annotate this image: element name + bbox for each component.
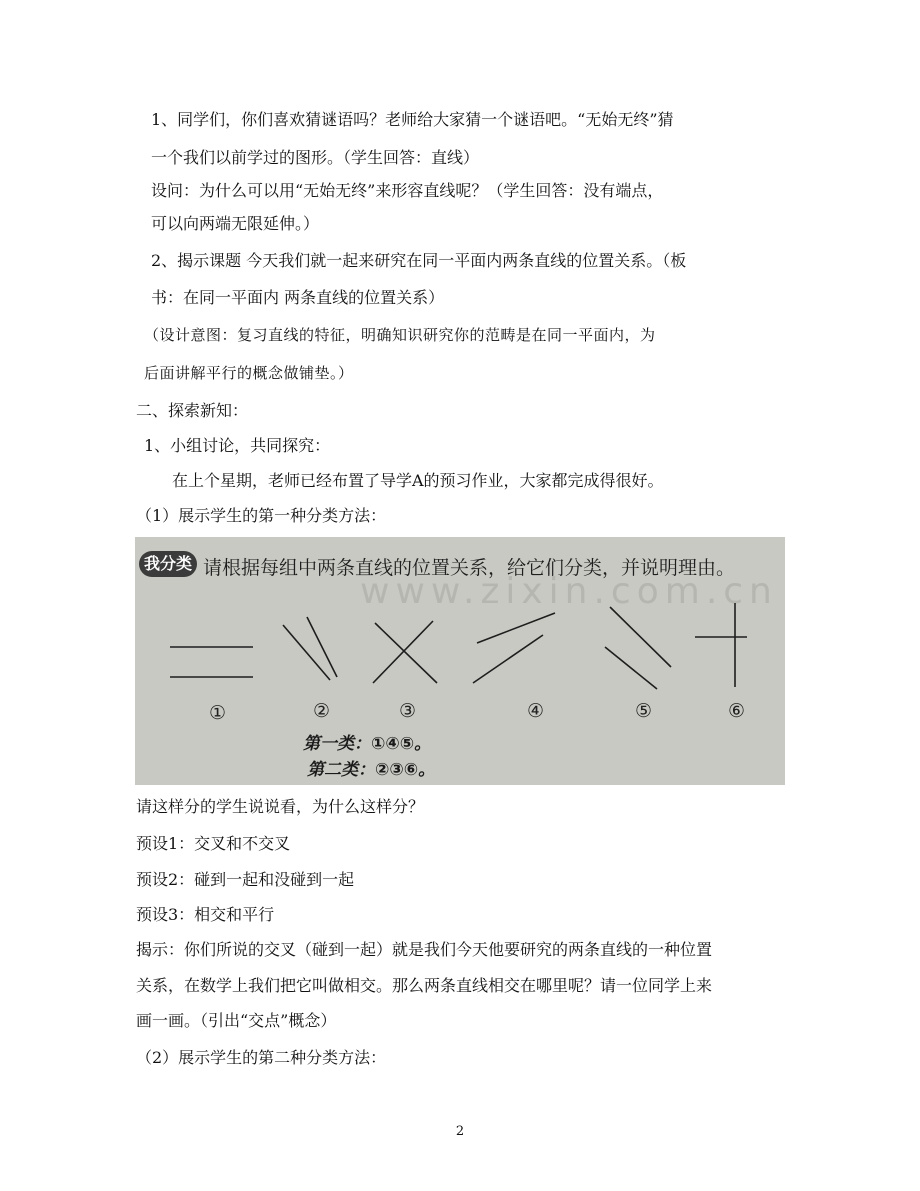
design-intent-2: 后面讲解平行的概念做铺垫。）: [144, 364, 354, 382]
figure-badge: 我分类: [139, 551, 197, 577]
classification-figure: [135, 537, 785, 785]
line-19: 画一画。（引出“交点”概念）: [136, 1011, 337, 1030]
pair2-line-b: [307, 617, 337, 677]
line-13: 请这样分的学生说说看，为什么这样分？: [136, 797, 425, 816]
pair3-line-a: [375, 623, 437, 683]
line-5: 2、揭示课题 今天我们就一起来研究在同一平面内两条直线的位置关系。（板: [151, 251, 687, 270]
line-12: （1）展示学生的第一种分类方法：: [136, 506, 387, 525]
design-intent-1: （设计意图：复习直线的特征，明确知识研究你的范畴是在同一平面内，为: [144, 326, 656, 344]
watermark: www.zixin.com.cn: [360, 571, 778, 612]
handwriting-category-1: 第一类：①④⑤。: [303, 734, 432, 754]
line-20: （2）展示学生的第二种分类方法：: [136, 1048, 387, 1067]
label-2: ②: [313, 700, 331, 722]
figure-instruction: 请根据每组中两条直线的位置关系，给它们分类，并说明理由。: [203, 557, 736, 579]
line-11: 在上个星期，老师已经布置了导学A的预习作业，大家都完成得很好。: [172, 471, 664, 490]
line-6: 书：在同一平面内 两条直线的位置关系）: [151, 288, 445, 307]
line-4: 可以向两端无限延伸。）: [151, 214, 320, 233]
line-17: 揭示：你们所说的交叉（碰到一起）就是我们今天他要研究的两条直线的一种位置: [136, 940, 713, 959]
label-6: ⑥: [728, 700, 746, 722]
label-5: ⑤: [635, 700, 653, 722]
pair2-line-a: [283, 625, 330, 680]
line-pairs-drawing: [135, 537, 785, 785]
section-heading: 二、探索新知：: [136, 401, 249, 420]
page-number: 2: [455, 1124, 465, 1139]
pair4-line-a: [477, 613, 555, 643]
label-1: ①: [209, 702, 227, 724]
line-1: 1、同学们，你们喜欢猜谜语吗？老师给大家猜一个谜语吧。“无始无终”猜: [151, 110, 674, 129]
label-4: ④: [527, 700, 545, 722]
line-3: 设问：为什么可以用“无始无终”来形容直线呢？（学生回答：没有端点，: [151, 181, 664, 200]
handwriting-category-2: 第二类：②③⑥。: [307, 760, 436, 780]
line-2: 一个我们以前学过的图形。（学生回答：直线）: [151, 148, 480, 167]
pair4-line-b: [473, 635, 543, 683]
line-10: 1、小组讨论，共同探究：: [144, 436, 331, 455]
pair5-line-b: [605, 647, 657, 689]
label-3: ③: [399, 700, 417, 722]
line-14: 预设1：交叉和不交叉: [136, 834, 291, 853]
line-16: 预设3：相交和平行: [136, 905, 275, 924]
line-15: 预设2：碰到一起和没碰到一起: [136, 870, 355, 889]
line-18: 关系，在数学上我们把它叫做相交。那么两条直线相交在哪里呢？请一位同学上来: [136, 976, 713, 995]
